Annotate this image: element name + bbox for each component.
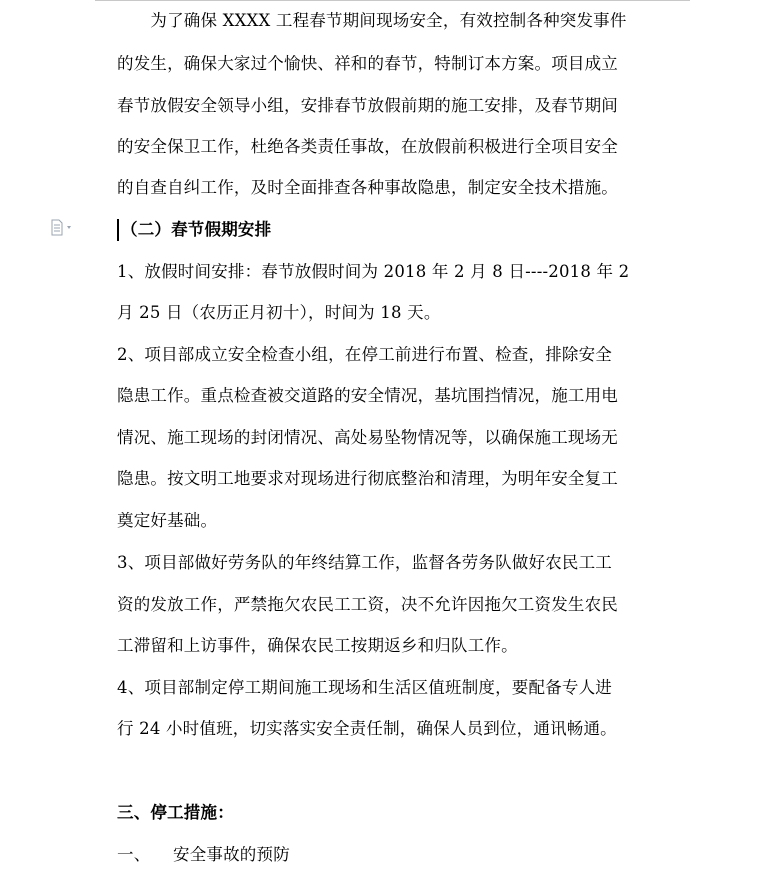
section3-heading: 三、停工措施： — [117, 803, 234, 822]
section-heading-holiday: （二）春节假期安排 — [121, 220, 272, 239]
sub-item-number: 一、 — [117, 845, 151, 864]
intro-line-4: 的安全保卫工作，杜绝各类责任事故，在放假前积极进行全项目安全 — [117, 137, 618, 156]
item3-line-1: 3、项目部做好劳务队的年终结算工作，监督各劳务队做好农民工工 — [117, 553, 612, 572]
text-cursor — [117, 219, 119, 241]
item2-line-2: 隐患工作。重点检查被交道路的安全情况，基坑围挡情况，施工用电 — [117, 386, 618, 405]
item1-line-1: 1、放假时间安排：春节放假时间为 2018 年 2 月 8 日----2018 年 2 — [117, 262, 630, 281]
paragraph-doc-icon[interactable] — [50, 219, 76, 237]
intro-line-1: 为了确保 XXXX 工程春节期间现场安全，有效控制各种突发事件 — [117, 11, 627, 30]
intro-line-5: 的自查自纠工作，及时全面排查各种事故隐患，制定安全技术措施。 — [117, 178, 618, 197]
item3-line-2: 资的发放工作，严禁拖欠农民工工资，决不允许因拖欠工资发生农民 — [117, 595, 618, 614]
item3-line-3: 工滞留和上访事件，确保农民工按期返乡和归队工作。 — [117, 636, 518, 655]
item1-line-2: 月 25 日（农历正月初十），时间为 18 天。 — [117, 303, 441, 322]
intro-line-2: 的发生，确保大家过个愉快、祥和的春节，特制订本方案。项目成立 — [117, 54, 618, 73]
item2-line-3: 情况、施工现场的封闭情况、高处易坠物情况等，以确保施工现场无 — [117, 428, 618, 447]
item4-line-1: 4、项目部制定停工期间施工现场和生活区值班制度，要配备专人进 — [117, 678, 612, 697]
page-top-border — [95, 0, 690, 1]
item2-line-5: 奠定好基础。 — [117, 511, 218, 530]
chevron-down-icon — [67, 226, 71, 229]
sub-item-label: 安全事故的预防 — [173, 845, 290, 864]
item4-line-2: 行 24 小时值班，切实落实安全责任制，确保人员到位，通讯畅通。 — [117, 719, 617, 738]
item2-line-1: 2、项目部成立安全检查小组，在停工前进行布置、检查，排除安全 — [117, 345, 612, 364]
item2-line-4: 隐患。按文明工地要求对现场进行彻底整治和清理，为明年安全复工 — [117, 469, 618, 488]
intro-line-3: 春节放假安全领导小组，安排春节放假前期的施工安排，及春节期间 — [117, 96, 618, 115]
